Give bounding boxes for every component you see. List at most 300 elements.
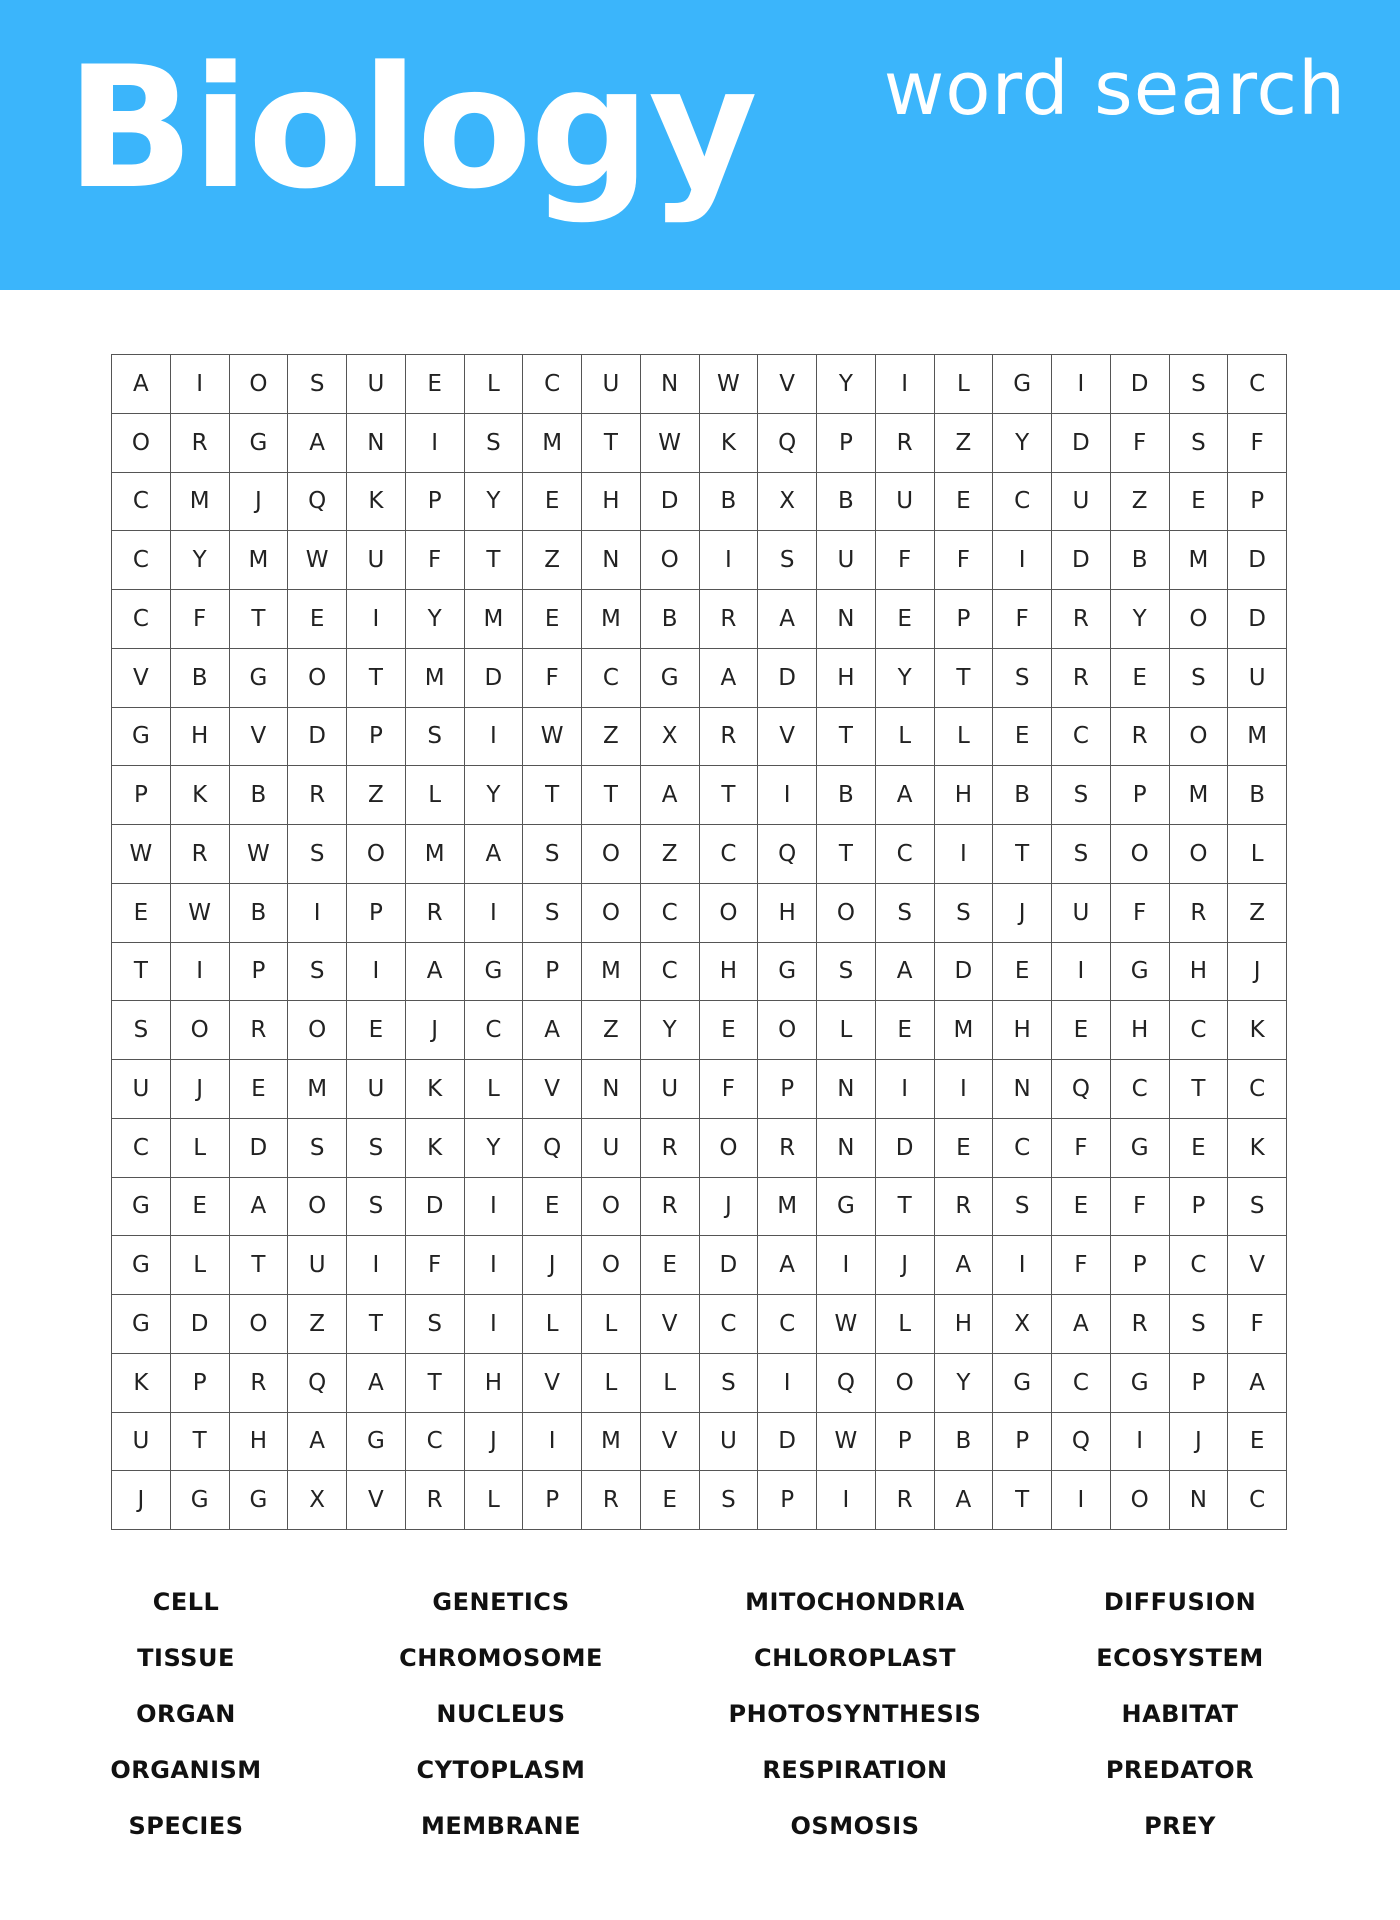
grid-cell: E (347, 1001, 406, 1060)
grid-cell: O (1170, 825, 1229, 884)
grid-cell: T (112, 943, 171, 1002)
grid-cell: I (1052, 943, 1111, 1002)
grid-cell: O (347, 825, 406, 884)
grid-cell: L (876, 1295, 935, 1354)
grid-cell: A (641, 766, 700, 825)
grid-cell: U (1228, 649, 1287, 708)
grid-cell: I (347, 590, 406, 649)
grid-cell: S (1228, 1178, 1287, 1237)
grid-cell: G (758, 943, 817, 1002)
grid-cell: P (817, 414, 876, 473)
grid-cell: T (993, 825, 1052, 884)
grid-cell: R (1170, 884, 1229, 943)
word-list-item: CELL (152, 1588, 220, 1616)
grid-cell: V (523, 1060, 582, 1119)
word-list-item: CHROMOSOME (399, 1644, 603, 1672)
grid-cell: C (758, 1295, 817, 1354)
grid-cell: L (935, 355, 994, 414)
word-list (60, 1585, 1340, 1843)
grid-cell: K (1228, 1119, 1287, 1178)
grid-cell: F (406, 531, 465, 590)
grid-cell: K (112, 1354, 171, 1413)
grid-cell: D (1052, 414, 1111, 473)
grid-cell: A (465, 825, 524, 884)
grid-cell: N (993, 1060, 1052, 1119)
grid-cell: M (406, 825, 465, 884)
grid-cell: Z (935, 414, 994, 473)
grid-cell: G (171, 1471, 230, 1530)
grid-cell: Y (406, 590, 465, 649)
grid-cell: D (876, 1119, 935, 1178)
grid-cell: D (1052, 531, 1111, 590)
grid-cell: M (935, 1001, 994, 1060)
grid-cell: D (758, 1413, 817, 1472)
grid-cell: I (993, 531, 1052, 590)
grid-cell: P (230, 943, 289, 1002)
grid-cell: I (817, 1471, 876, 1530)
grid-cell: E (288, 590, 347, 649)
grid-cell: C (993, 473, 1052, 532)
grid-cell: K (406, 1060, 465, 1119)
grid-cell: R (935, 1178, 994, 1237)
grid-cell: J (406, 1001, 465, 1060)
grid-cell: Q (1052, 1413, 1111, 1472)
grid-cell: E (523, 590, 582, 649)
word-list-item: DIFFUSION (1103, 1588, 1257, 1616)
grid-cell: H (171, 708, 230, 767)
grid-cell: R (876, 414, 935, 473)
letter-grid (111, 354, 1287, 1530)
grid-cell: X (641, 708, 700, 767)
grid-cell: A (1052, 1295, 1111, 1354)
grid-cell: D (641, 473, 700, 532)
grid-cell: T (406, 1354, 465, 1413)
grid-cell: E (700, 1001, 759, 1060)
grid-cell: I (523, 1413, 582, 1472)
grid-cell: S (1170, 414, 1229, 473)
grid-cell: W (523, 708, 582, 767)
grid-cell: L (582, 1295, 641, 1354)
grid-cell: E (230, 1060, 289, 1119)
grid-cell: Q (758, 825, 817, 884)
grid-cell: A (1228, 1354, 1287, 1413)
grid-cell: R (1111, 1295, 1170, 1354)
grid-cell: D (406, 1178, 465, 1237)
grid-cell: T (993, 1471, 1052, 1530)
grid-cell: T (347, 1295, 406, 1354)
grid-cell: G (230, 414, 289, 473)
grid-cell: M (230, 531, 289, 590)
grid-cell: U (347, 531, 406, 590)
grid-cell: H (1111, 1001, 1170, 1060)
grid-cell: P (1170, 1354, 1229, 1413)
grid-cell: T (1170, 1060, 1229, 1119)
grid-cell: O (112, 414, 171, 473)
grid-cell: G (817, 1178, 876, 1237)
grid-cell: K (171, 766, 230, 825)
grid-cell: V (1228, 1236, 1287, 1295)
grid-cell: E (993, 943, 1052, 1002)
grid-cell: C (700, 825, 759, 884)
grid-cell: F (1052, 1119, 1111, 1178)
grid-cell: F (1228, 414, 1287, 473)
grid-cell: M (1170, 531, 1229, 590)
grid-cell: F (171, 590, 230, 649)
grid-cell: D (230, 1119, 289, 1178)
grid-cell: S (347, 1119, 406, 1178)
grid-cell: Z (347, 766, 406, 825)
grid-cell: J (112, 1471, 171, 1530)
grid-cell: G (230, 649, 289, 708)
grid-cell: G (1111, 943, 1170, 1002)
grid-cell: L (465, 1471, 524, 1530)
word-list-item: ORGANISM (110, 1756, 262, 1784)
grid-cell: Y (935, 1354, 994, 1413)
grid-cell: K (700, 414, 759, 473)
grid-cell: U (876, 473, 935, 532)
grid-cell: C (112, 473, 171, 532)
grid-cell: A (406, 943, 465, 1002)
grid-cell: M (582, 590, 641, 649)
grid-cell: V (641, 1413, 700, 1472)
grid-cell: S (288, 355, 347, 414)
grid-cell: I (758, 1354, 817, 1413)
grid-cell: X (288, 1471, 347, 1530)
grid-cell: S (700, 1354, 759, 1413)
grid-cell: M (758, 1178, 817, 1237)
grid-cell: Z (641, 825, 700, 884)
grid-cell: A (288, 1413, 347, 1472)
grid-cell: Y (641, 1001, 700, 1060)
grid-cell: M (582, 1413, 641, 1472)
grid-cell: E (641, 1471, 700, 1530)
grid-cell: O (758, 1001, 817, 1060)
grid-cell: K (406, 1119, 465, 1178)
word-list-item: PREY (1144, 1812, 1216, 1840)
grid-cell: F (1111, 414, 1170, 473)
grid-cell: U (641, 1060, 700, 1119)
grid-cell: E (406, 355, 465, 414)
grid-cell: C (1170, 1236, 1229, 1295)
grid-cell: H (817, 649, 876, 708)
grid-cell: E (1228, 1413, 1287, 1472)
grid-cell: H (465, 1354, 524, 1413)
grid-cell: V (230, 708, 289, 767)
grid-cell: C (641, 943, 700, 1002)
grid-cell: F (1111, 1178, 1170, 1237)
grid-cell: P (993, 1413, 1052, 1472)
grid-cell: E (935, 1119, 994, 1178)
grid-cell: A (758, 590, 817, 649)
grid-cell: S (288, 943, 347, 1002)
grid-cell: E (523, 1178, 582, 1237)
grid-cell: P (935, 590, 994, 649)
grid-cell: C (582, 649, 641, 708)
grid-cell: C (1228, 1060, 1287, 1119)
grid-cell: H (582, 473, 641, 532)
grid-cell: Q (288, 473, 347, 532)
grid-cell: Y (1111, 590, 1170, 649)
grid-cell: Z (1111, 473, 1170, 532)
grid-cell: A (700, 649, 759, 708)
grid-cell: Y (993, 414, 1052, 473)
grid-cell: T (582, 414, 641, 473)
grid-cell: I (1111, 1413, 1170, 1472)
grid-cell: U (347, 355, 406, 414)
grid-cell: A (935, 1236, 994, 1295)
grid-cell: E (112, 884, 171, 943)
grid-cell: P (523, 1471, 582, 1530)
grid-cell: O (230, 1295, 289, 1354)
grid-cell: J (876, 1236, 935, 1295)
grid-cell: V (758, 355, 817, 414)
grid-cell: S (1170, 355, 1229, 414)
grid-cell: O (582, 884, 641, 943)
grid-cell: S (817, 943, 876, 1002)
grid-cell: I (288, 884, 347, 943)
grid-cell: U (1052, 473, 1111, 532)
word-list-item: GENETICS (432, 1588, 570, 1616)
grid-cell: C (465, 1001, 524, 1060)
grid-cell: R (406, 884, 465, 943)
grid-cell: S (758, 531, 817, 590)
grid-cell: U (582, 1119, 641, 1178)
grid-cell: F (993, 590, 1052, 649)
grid-cell: I (993, 1236, 1052, 1295)
grid-cell: K (347, 473, 406, 532)
word-list-item: MITOCHONDRIA (745, 1588, 965, 1616)
grid-cell: L (641, 1354, 700, 1413)
grid-cell: W (817, 1413, 876, 1472)
grid-cell: N (582, 531, 641, 590)
word-list-item: CYTOPLASM (416, 1756, 586, 1784)
grid-cell: O (1111, 825, 1170, 884)
word-list-item: TISSUE (137, 1644, 235, 1672)
grid-cell: C (700, 1295, 759, 1354)
grid-cell: O (288, 1178, 347, 1237)
grid-cell: M (288, 1060, 347, 1119)
grid-cell: J (171, 1060, 230, 1119)
grid-cell: Q (288, 1354, 347, 1413)
grid-cell: S (465, 414, 524, 473)
grid-cell: S (288, 1119, 347, 1178)
grid-cell: H (1170, 943, 1229, 1002)
grid-cell: V (758, 708, 817, 767)
grid-cell: I (935, 825, 994, 884)
grid-cell: S (406, 708, 465, 767)
grid-cell: I (465, 1178, 524, 1237)
grid-cell: D (758, 649, 817, 708)
word-list-item: RESPIRATION (762, 1756, 948, 1784)
grid-cell: I (406, 414, 465, 473)
grid-cell: G (641, 649, 700, 708)
grid-cell: O (582, 1236, 641, 1295)
grid-cell: I (347, 943, 406, 1002)
grid-cell: C (1170, 1001, 1229, 1060)
grid-cell: T (230, 1236, 289, 1295)
grid-cell: D (700, 1236, 759, 1295)
grid-cell: R (171, 825, 230, 884)
grid-cell: G (112, 1178, 171, 1237)
grid-cell: U (112, 1413, 171, 1472)
grid-cell: B (1228, 766, 1287, 825)
grid-cell: I (1052, 355, 1111, 414)
grid-cell: U (347, 1060, 406, 1119)
word-list-item: NUCLEUS (436, 1700, 566, 1728)
grid-cell: E (1111, 649, 1170, 708)
grid-cell: B (935, 1413, 994, 1472)
grid-cell: O (288, 1001, 347, 1060)
grid-cell: D (1228, 590, 1287, 649)
grid-cell: J (1228, 943, 1287, 1002)
grid-cell: X (758, 473, 817, 532)
grid-cell: U (700, 1413, 759, 1472)
grid-cell: S (700, 1471, 759, 1530)
grid-cell: G (1111, 1354, 1170, 1413)
header-banner (0, 0, 1400, 290)
grid-cell: B (817, 473, 876, 532)
grid-cell: W (230, 825, 289, 884)
grid-cell: F (523, 649, 582, 708)
grid-cell: R (406, 1471, 465, 1530)
grid-cell: M (171, 473, 230, 532)
grid-cell: U (1052, 884, 1111, 943)
grid-cell: Q (758, 414, 817, 473)
grid-cell: M (406, 649, 465, 708)
grid-cell: L (1228, 825, 1287, 884)
grid-cell: L (876, 708, 935, 767)
grid-cell: C (112, 531, 171, 590)
grid-cell: L (406, 766, 465, 825)
grid-cell: I (935, 1060, 994, 1119)
grid-cell: R (230, 1001, 289, 1060)
grid-cell: E (1052, 1178, 1111, 1237)
grid-cell: B (1111, 531, 1170, 590)
grid-cell: I (465, 884, 524, 943)
grid-cell: P (758, 1471, 817, 1530)
grid-cell: C (523, 355, 582, 414)
grid-cell: Z (288, 1295, 347, 1354)
grid-cell: O (288, 649, 347, 708)
grid-cell: D (465, 649, 524, 708)
grid-cell: T (523, 766, 582, 825)
grid-cell: L (935, 708, 994, 767)
grid-cell: J (230, 473, 289, 532)
grid-cell: C (406, 1413, 465, 1472)
grid-cell: F (876, 531, 935, 590)
word-list-item: HABITAT (1121, 1700, 1239, 1728)
grid-cell: J (993, 884, 1052, 943)
grid-cell: C (1111, 1060, 1170, 1119)
grid-cell: R (230, 1354, 289, 1413)
grid-cell: R (171, 414, 230, 473)
grid-cell: L (171, 1119, 230, 1178)
grid-cell: O (582, 1178, 641, 1237)
grid-cell: R (876, 1471, 935, 1530)
grid-cell: S (523, 825, 582, 884)
grid-cell: F (1228, 1295, 1287, 1354)
word-list-item: CHLOROPLAST (753, 1644, 957, 1672)
grid-cell: S (1052, 825, 1111, 884)
grid-cell: M (523, 414, 582, 473)
grid-cell: E (1170, 473, 1229, 532)
grid-cell: M (465, 590, 524, 649)
grid-cell: J (465, 1413, 524, 1472)
grid-cell: C (112, 1119, 171, 1178)
grid-cell: T (465, 531, 524, 590)
grid-cell: U (582, 355, 641, 414)
grid-cell: T (700, 766, 759, 825)
grid-cell: E (523, 473, 582, 532)
grid-cell: R (1111, 708, 1170, 767)
grid-cell: C (876, 825, 935, 884)
grid-cell: W (288, 531, 347, 590)
grid-cell: C (112, 590, 171, 649)
grid-cell: I (171, 355, 230, 414)
grid-cell: R (641, 1119, 700, 1178)
grid-cell: O (1111, 1471, 1170, 1530)
grid-cell: T (935, 649, 994, 708)
grid-cell: G (112, 1236, 171, 1295)
grid-cell: Y (465, 1119, 524, 1178)
grid-cell: D (171, 1295, 230, 1354)
grid-cell: P (112, 766, 171, 825)
grid-cell: N (347, 414, 406, 473)
grid-cell: O (230, 355, 289, 414)
grid-cell: R (1052, 649, 1111, 708)
grid-cell: O (1170, 708, 1229, 767)
word-list-item: MEMBRANE (421, 1812, 581, 1840)
grid-cell: A (347, 1354, 406, 1413)
grid-cell: O (876, 1354, 935, 1413)
word-list-item: ORGAN (136, 1700, 236, 1728)
grid-cell: N (817, 1060, 876, 1119)
grid-cell: F (1052, 1236, 1111, 1295)
grid-cell: R (288, 766, 347, 825)
grid-cell: U (288, 1236, 347, 1295)
grid-cell: A (288, 414, 347, 473)
grid-cell: A (876, 766, 935, 825)
grid-cell: N (1170, 1471, 1229, 1530)
grid-cell: G (230, 1471, 289, 1530)
grid-cell: Q (1052, 1060, 1111, 1119)
grid-cell: O (171, 1001, 230, 1060)
grid-cell: R (582, 1471, 641, 1530)
grid-cell: K (1228, 1001, 1287, 1060)
grid-cell: P (523, 943, 582, 1002)
grid-cell: B (230, 884, 289, 943)
grid-cell: Y (876, 649, 935, 708)
grid-cell: P (758, 1060, 817, 1119)
grid-cell: A (230, 1178, 289, 1237)
grid-cell: W (700, 355, 759, 414)
grid-cell: D (288, 708, 347, 767)
grid-cell: R (641, 1178, 700, 1237)
grid-cell: E (171, 1178, 230, 1237)
grid-cell: I (465, 1295, 524, 1354)
grid-cell: O (1170, 590, 1229, 649)
grid-cell: L (582, 1354, 641, 1413)
grid-cell: S (876, 884, 935, 943)
grid-cell: D (935, 943, 994, 1002)
grid-cell: A (523, 1001, 582, 1060)
grid-cell: S (1052, 766, 1111, 825)
grid-cell: L (465, 355, 524, 414)
grid-cell: T (876, 1178, 935, 1237)
grid-cell: O (641, 531, 700, 590)
grid-cell: S (523, 884, 582, 943)
grid-cell: H (935, 766, 994, 825)
